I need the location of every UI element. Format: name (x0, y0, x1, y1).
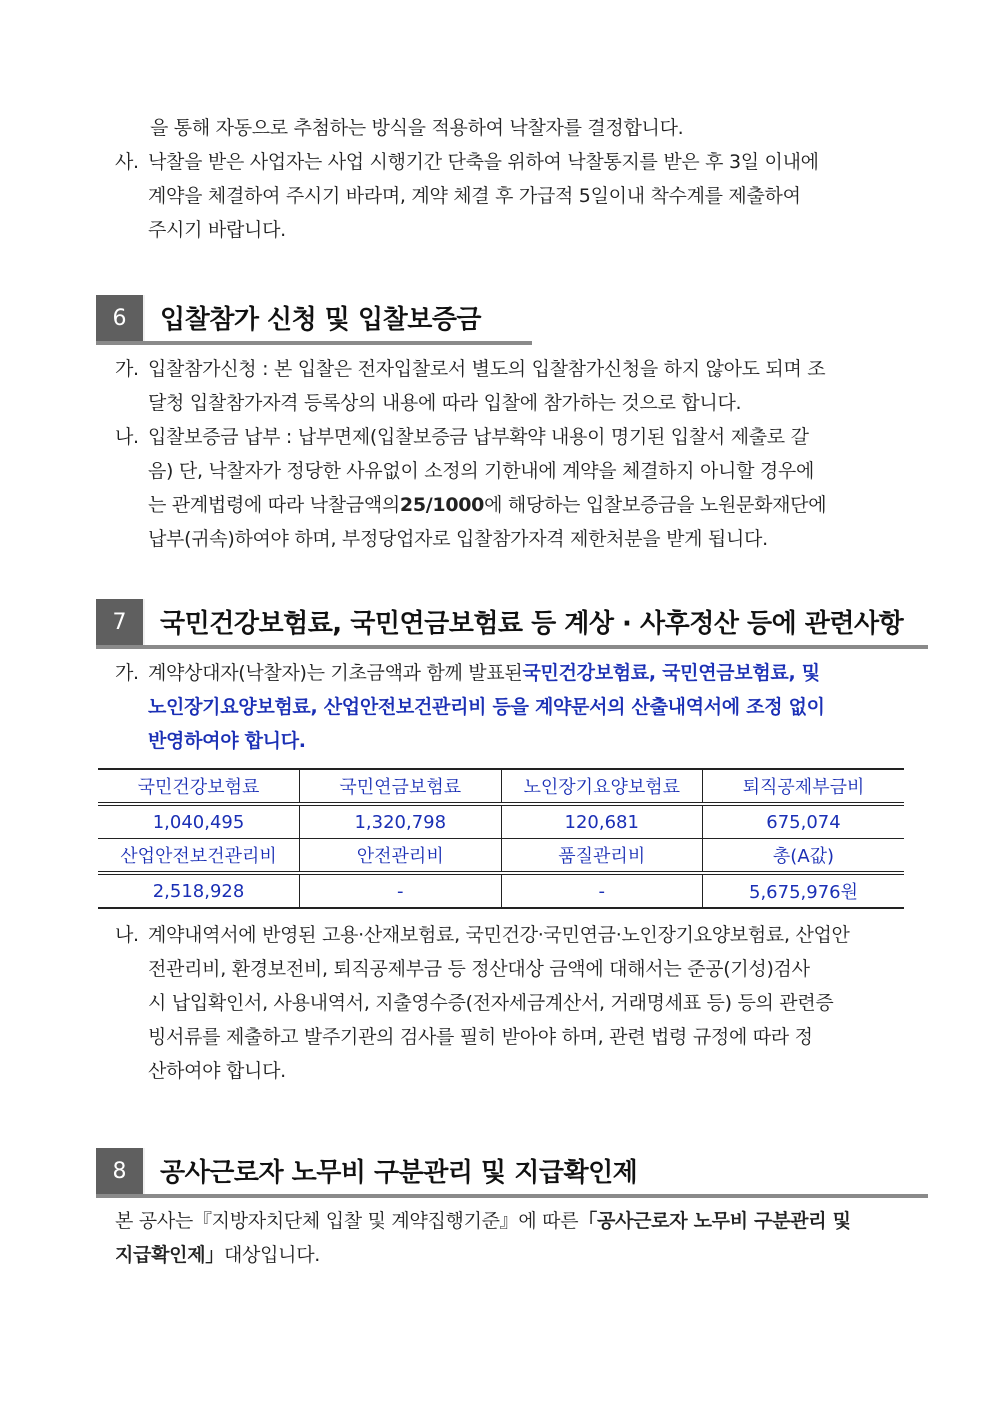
table-cell: 국민연금보험료 (300, 769, 502, 804)
section-title: 입찰참가 신청 및 입찰보증금 (160, 305, 482, 335)
table-cell: 안전관리비 (300, 839, 502, 874)
table-cell: 120,681 (501, 804, 703, 839)
bond-rate: 25/1000 (399, 494, 485, 516)
list-marker: 나. (115, 426, 139, 448)
section-7-item-ga (115, 656, 897, 758)
section-underline (96, 341, 532, 345)
emphasis-text: 지급확인제」 (115, 1244, 224, 1266)
list-marker: 가. (115, 358, 139, 380)
table-cell: 국민건강보험료 (98, 769, 300, 804)
text-span: 에 해당하는 입찰보증금을 노원문화재단에 (484, 494, 827, 516)
text-span: 대상입니다. (223, 1244, 320, 1266)
section-6-item-na (115, 420, 897, 556)
text-span: 본 공사는『지방자치단체 입찰 및 계약집행기준』에 따른 (115, 1210, 579, 1232)
text-span: 는 관계법령에 따라 낙찰금액의 (148, 494, 400, 516)
table-cell: 산업안전보건관리비 (98, 839, 300, 874)
section-underline (96, 1194, 928, 1198)
table-cell: 675,074 (703, 804, 905, 839)
text-line: 주시기 바랍니다. (148, 219, 286, 241)
section-6-item-ga (115, 352, 897, 420)
text-line: 시 납입확인서, 사용내역서, 지출영수증(전자세금계산서, 거래명세표 등) 등의 관련증 (148, 992, 834, 1014)
section-title: 공사근로자 노무비 구분관리 및 지급확인제 (160, 1158, 638, 1188)
text-line: 빙서류를 제출하고 발주기관의 검사를 필히 받아야 하며, 관련 법령 규정에 따라 정 (148, 1026, 813, 1048)
text-line: 입찰참가신청 : 본 입찰은 전자입찰로서 별도의 입찰참가신청을 하지 않아도 되며 조 (148, 358, 826, 380)
section-8-body (115, 1204, 897, 1272)
list-marker: 가. (115, 662, 139, 684)
table-cell: 퇴직공제부금비 (703, 769, 905, 804)
section-number: 8 (96, 1148, 145, 1194)
list-marker: 나. (115, 924, 139, 946)
section-title: 국민건강보험료, 국민연금보험료 등 계상 · 사후정산 등에 관련사항 (160, 609, 904, 639)
highlight-text: 국민건강보험료, 국민연금보험료, 및 (522, 662, 820, 684)
table-row (98, 769, 904, 804)
text-line: 계약을 체결하여 주시기 바라며, 계약 체결 후 가급적 5일이내 착수계를 제출하여 (148, 185, 801, 207)
table-cell: 5,675,976원 (703, 873, 905, 908)
table-cell: 1,320,798 (300, 804, 502, 839)
table-row (98, 804, 904, 839)
section-underline (96, 645, 928, 649)
table-cell: 품질관리비 (501, 839, 703, 874)
text-line: 달청 입찰참가자격 등록상의 내용에 따라 입찰에 참가하는 것으로 합니다. (148, 392, 742, 414)
table-cell: 2,518,928 (98, 873, 300, 908)
highlight-text: 반영하여야 합니다. (148, 730, 306, 752)
section-7-item-na (115, 918, 897, 1088)
text-line: 을 통해 자동으로 추첨하는 방식을 적용하여 낙찰자를 결정합니다. (150, 117, 684, 139)
table-row (98, 873, 904, 908)
section-number: 7 (96, 599, 145, 645)
table-row (98, 839, 904, 874)
table-cell: - (300, 873, 502, 908)
text-line (115, 1238, 897, 1272)
text-line: 전관리비, 환경보전비, 퇴직공제부금 등 정산대상 금액에 대해서는 준공(기성)검사 (148, 958, 810, 980)
text-line: 입찰보증금 납부 : 납부면제(입찰보증금 납부확약 내용이 명기된 입찰서 제출로 갈 (148, 426, 809, 448)
section-number: 6 (96, 295, 145, 341)
text-line: 음) 단, 낙찰자가 정당한 사유없이 소정의 기한내에 계약을 체결하지 아니할 경우에 (148, 460, 815, 482)
table-cell: 노인장기요양보험료 (501, 769, 703, 804)
table-cell: - (501, 873, 703, 908)
text-span: 계약상대자(낙찰자)는 기초금액과 함께 발표된 (148, 662, 523, 684)
intro-item-sa (115, 145, 897, 247)
text-line: 계약내역서에 반영된 고용·산재보험료, 국민건강·국민연금·노인장기요양보험료, 산업안 (148, 924, 850, 946)
text-line: 납부(귀속)하여야 하며, 부정당업자로 입찰참가자격 제한처분을 받게 됩니다. (148, 528, 768, 550)
text-line: 산하여야 합니다. (148, 1060, 286, 1082)
highlight-text: 노인장기요양보험료, 산업안전보건관리비 등을 계약문서의 산출내역서에 조정 없이 (148, 696, 825, 718)
emphasis-text: 「공사근로자 노무비 구분관리 및 (578, 1210, 851, 1232)
intro-continuation (150, 111, 683, 145)
table-cell: 1,040,495 (98, 804, 300, 839)
text-line (115, 1204, 897, 1238)
table-cell: 총(A값) (703, 839, 905, 874)
cost-table (98, 768, 904, 909)
list-marker: 사. (115, 151, 139, 173)
text-line: 낙찰을 받은 사업자는 사업 시행기간 단축을 위하여 낙찰통지를 받은 후 3일 이내에 (148, 151, 819, 173)
text-line (115, 488, 897, 522)
